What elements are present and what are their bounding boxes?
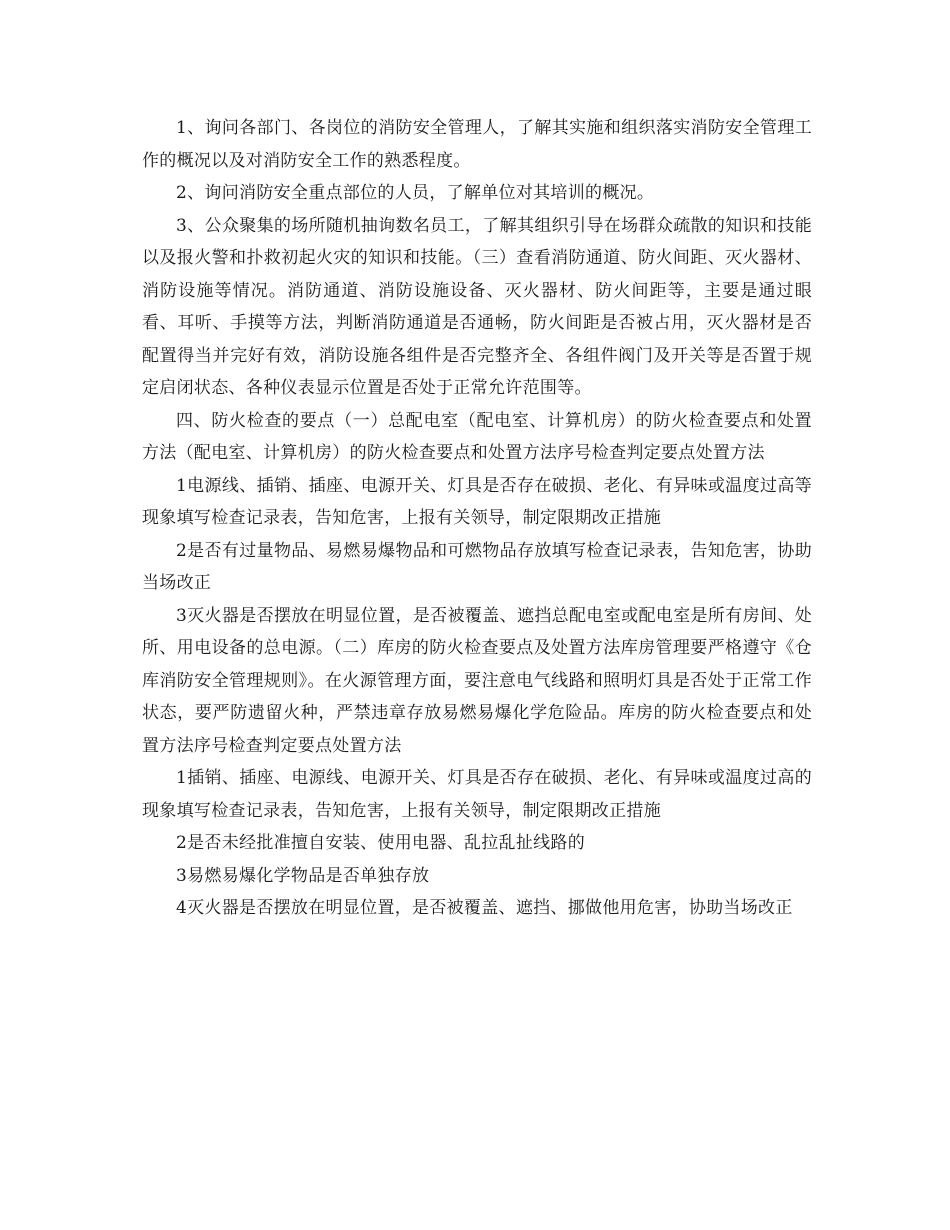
- paragraph-warehouse-item-1: 1插销、插座、电源线、电源开关、灯具是否存在破损、老化、有异味或温度过高的现象填写检查记录表，告知危害，上报有关领导，制定限期改正措施: [142, 768, 812, 821]
- document-body: [142, 112, 812, 925]
- paragraph-power-room-item-2: 2是否有过量物品、易燃易爆物品和可燃物品存放填写检查记录表，告知危害，协助当场改正: [142, 540, 812, 593]
- paragraph-inspection-points-heading: 四、防火检查的要点（一）总配电室（配电室、计算机房）的防火检查要点和处置方法（配电室、计算机房）的防火检查要点和处置方法序号检查判定要点处置方法: [142, 410, 812, 463]
- paragraph-inquiry-managers: 1、询问各部门、各岗位的消防安全管理人，了解其实施和组织落实消防安全管理工作的概况以及对消防安全工作的熟悉程度。: [142, 118, 812, 171]
- paragraph-inquiry-key-staff: 2、询问消防安全重点部位的人员，了解单位对其培训的概况。: [176, 183, 655, 203]
- paragraph-power-room-item-1: 1电源线、插销、插座、电源开关、灯具是否存在破损、老化、有异味或温度过高等现象填写检查记录表，告知危害，上报有关领导，制定限期改正措施: [142, 475, 812, 528]
- paragraph-warehouse-item-2: 2是否未经批准擅自安装、使用电器、乱拉乱扯线路的: [176, 833, 586, 853]
- paragraph-warehouse-item-4: 4灭火器是否摆放在明显位置，是否被覆盖、遮挡、挪做他用危害，协助当场改正: [176, 898, 793, 918]
- paragraph-warehouse-item-3: 3易燃易爆化学物品是否单独存放: [176, 865, 430, 886]
- paragraph-inquiry-employees: 3、公众聚集的场所随机抽询数名员工，了解其组织引导在场群众疏散的知识和技能以及报火警和扑救初起火灾的知识和技能。（三）查看消防通道、防火间距、灭火器材、消防设施等情况。消防通道、消防设施设备、灭火器材、防火间距等，主要是通过眼看、耳听、手摸等方法，判断消防通道是否通畅，防火间距是否被占用，灭火器材是否配置得当并完好有效，消防设施各组件是否完整齐全、各组件阀门及开关等是否置于规定启闭状态、各种仪表显示位置是否处于正常允许范围等。: [142, 215, 812, 398]
- paragraph-power-room-item-3: 3灭火器是否摆放在明显位置，是否被覆盖、遮挡总配电室或配电室是所有房间、处所、用电设备的总电源。（二）库房的防火检查要点及处置方法库房管理要严格遵守《仓库消防安全管理规则》。在火源管理方面，要注意电气线路和照明灯具是否处于正常工作状态，要严防遗留火种，严禁违章存放易燃易爆化学危险品。库房的防火检查要点和处置方法序号检查判定要点处置方法: [142, 605, 812, 756]
